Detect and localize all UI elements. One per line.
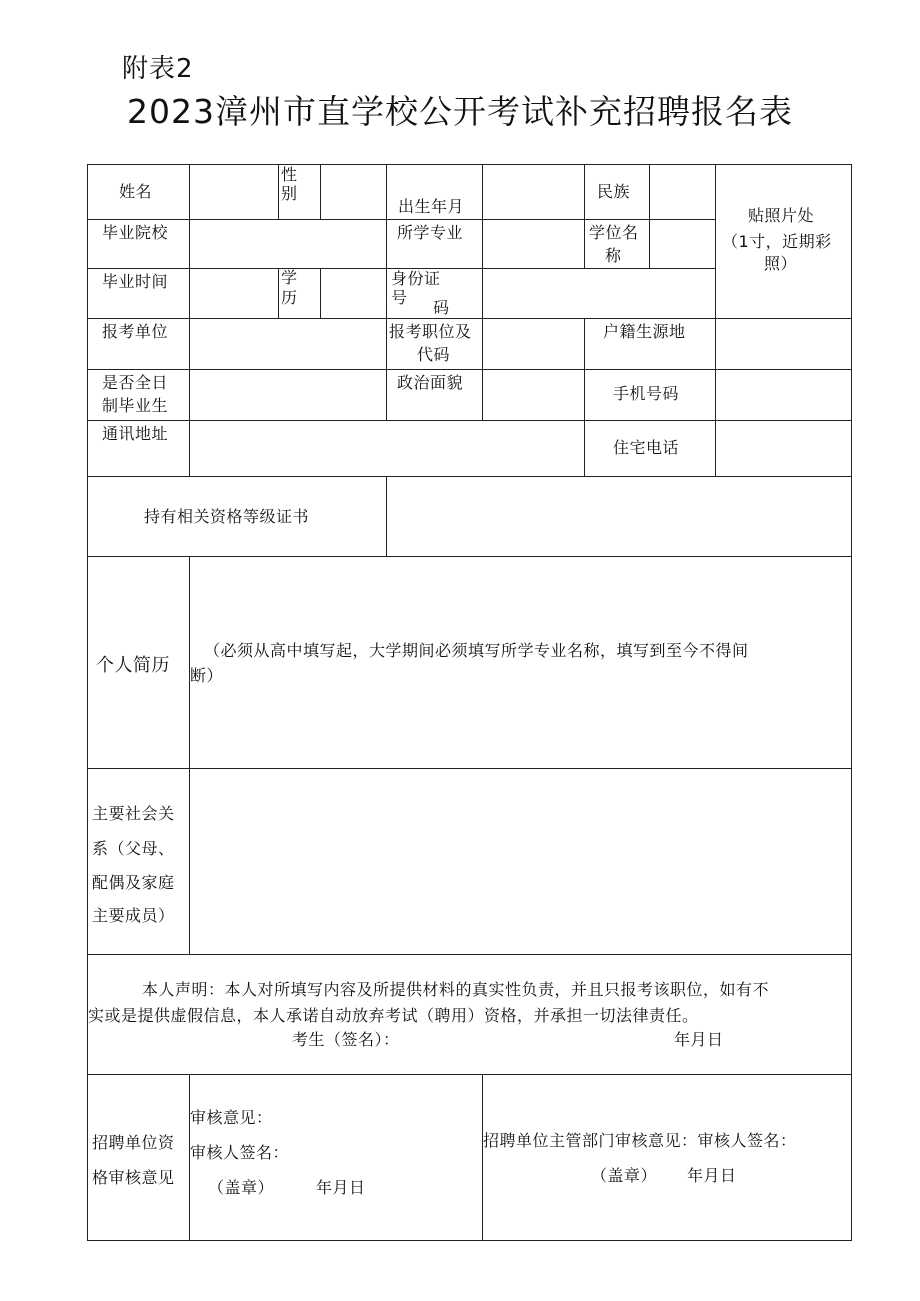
ethnicity-value-cell[interactable] bbox=[649, 164, 716, 220]
name-label-cell bbox=[87, 164, 190, 220]
authority-review-date: 年月日 bbox=[687, 1166, 737, 1185]
grad-time-label: 毕业时间 bbox=[102, 272, 169, 291]
mobile-label-cell bbox=[584, 369, 716, 421]
education-value-cell[interactable] bbox=[320, 268, 387, 319]
photo-label: 贴照片处 bbox=[748, 206, 815, 225]
name-value-cell[interactable] bbox=[189, 164, 279, 220]
home-phone-value-cell[interactable] bbox=[715, 420, 852, 477]
school-label: 毕业院校 bbox=[102, 223, 169, 242]
name-label: 姓名 bbox=[119, 182, 153, 201]
ethnicity-label: 民族 bbox=[597, 182, 631, 201]
relations-value-cell[interactable] bbox=[189, 768, 852, 955]
hukou-value-cell[interactable] bbox=[715, 318, 852, 370]
resume-hint-line1: （必须从高中填写起，大学期间必须填写所学专业名称，填写到至今不得间 bbox=[204, 641, 749, 660]
review-label-line2: 格审核意见 bbox=[92, 1168, 175, 1187]
degree-label-cell bbox=[584, 219, 650, 269]
degree-label-line1: 学位名 bbox=[589, 223, 639, 242]
review-label-cell bbox=[87, 1074, 190, 1241]
degree-value-cell[interactable] bbox=[649, 219, 716, 269]
position-label-line2: 代码 bbox=[417, 345, 451, 364]
relations-label-line2: 系（父母、 bbox=[92, 839, 175, 858]
political-label: 政治面貌 bbox=[397, 373, 464, 392]
resume-value-cell[interactable] bbox=[189, 556, 852, 769]
declaration-line2: 实或是提供虚假信息，本人承诺自动放弃考试（聘用）资格，并承担一切法律责任。 bbox=[88, 1006, 699, 1025]
apply-unit-label-cell bbox=[87, 318, 190, 370]
gender-value-cell[interactable] bbox=[320, 164, 387, 220]
position-label-cell bbox=[386, 318, 483, 370]
position-value-cell[interactable] bbox=[482, 318, 585, 370]
id-label-line3: 码 bbox=[433, 298, 450, 317]
hukou-label: 户籍生源地 bbox=[603, 322, 686, 341]
fulltime-label-cell bbox=[87, 369, 190, 421]
unit-review-seal: （盖章） bbox=[208, 1178, 275, 1197]
address-label: 通讯地址 bbox=[102, 424, 169, 443]
relations-label-line3: 配偶及家庭 bbox=[92, 873, 175, 892]
home-phone-label-cell bbox=[584, 420, 716, 477]
hukou-label-cell bbox=[584, 318, 716, 370]
form-title: 2023漳州市直学校公开考试补充招聘报名表 bbox=[127, 92, 793, 131]
political-value-cell[interactable] bbox=[482, 369, 585, 421]
id-value-cell[interactable] bbox=[482, 268, 716, 319]
annex-label: 附表2 bbox=[122, 54, 194, 84]
ethnicity-label-cell bbox=[584, 164, 650, 220]
education-label-cell bbox=[278, 268, 321, 319]
gender-label-cell bbox=[278, 164, 321, 220]
photo-cell[interactable] bbox=[715, 164, 852, 319]
apply-unit-value-cell[interactable] bbox=[189, 318, 387, 370]
birth-label-cell bbox=[386, 164, 483, 220]
degree-label-line2: 称 bbox=[605, 246, 622, 265]
address-value-cell[interactable] bbox=[189, 420, 585, 477]
fulltime-label-line2: 制毕业生 bbox=[102, 396, 169, 415]
unit-review-date: 年月日 bbox=[316, 1178, 366, 1197]
grad-time-label-cell bbox=[87, 268, 190, 319]
home-phone-label: 住宅电话 bbox=[613, 438, 680, 457]
relations-label-line4: 主要成员） bbox=[92, 906, 175, 925]
fulltime-value-cell[interactable] bbox=[189, 369, 387, 421]
resume-hint-line2: 断） bbox=[190, 666, 224, 685]
unit-review-opinion: 审核意见： bbox=[190, 1108, 273, 1127]
major-value-cell[interactable] bbox=[482, 219, 585, 269]
major-label-cell bbox=[386, 219, 483, 269]
major-label: 所学专业 bbox=[397, 223, 464, 242]
address-label-cell bbox=[87, 420, 190, 477]
grad-time-value-cell[interactable] bbox=[189, 268, 279, 319]
authority-review-cell[interactable] bbox=[482, 1074, 852, 1241]
authority-review-text: 招聘单位主管部门审核意见：审核人签名： bbox=[483, 1131, 797, 1150]
school-value-cell[interactable] bbox=[189, 219, 387, 269]
declaration-line1: 本人声明：本人对所填写内容及所提供材料的真实性负责，并且只报考该职位，如有不 bbox=[142, 980, 770, 999]
school-label-cell bbox=[87, 219, 190, 269]
position-label-line1: 报考职位及 bbox=[389, 322, 472, 341]
education-label: 学历 bbox=[281, 268, 298, 307]
declaration-cell bbox=[87, 954, 852, 1075]
resume-label: 个人简历 bbox=[96, 655, 170, 676]
birth-value-cell[interactable] bbox=[482, 164, 585, 220]
unit-review-cell[interactable] bbox=[189, 1074, 483, 1241]
political-label-cell bbox=[386, 369, 483, 421]
certificate-label: 持有相关资格等级证书 bbox=[144, 507, 310, 526]
mobile-value-cell[interactable] bbox=[715, 369, 852, 421]
id-label-line2: 号 bbox=[391, 288, 408, 307]
apply-unit-label: 报考单位 bbox=[102, 322, 169, 341]
unit-reviewer-signature: 审核人签名： bbox=[190, 1143, 290, 1162]
photo-color-note: 照） bbox=[764, 254, 798, 273]
id-label-cell bbox=[386, 268, 483, 319]
certificate-value-cell[interactable] bbox=[386, 476, 852, 557]
birth-label: 出生年月 bbox=[398, 197, 465, 216]
resume-label-cell bbox=[87, 556, 190, 769]
id-label-line1: 身份证 bbox=[391, 269, 441, 288]
declaration-signature[interactable]: 考生（签名）： bbox=[292, 1030, 400, 1049]
certificate-label-cell bbox=[87, 476, 387, 557]
mobile-label: 手机号码 bbox=[613, 384, 680, 403]
relations-label-line1: 主要社会关 bbox=[92, 804, 175, 823]
relations-label-cell bbox=[87, 768, 190, 955]
fulltime-label-line1: 是否全日 bbox=[102, 373, 169, 392]
declaration-date[interactable]: 年月日 bbox=[674, 1030, 724, 1049]
photo-size-note: （1寸，近期彩 bbox=[722, 232, 832, 251]
review-label-line1: 招聘单位资 bbox=[92, 1133, 175, 1152]
authority-review-seal: （盖章） bbox=[591, 1166, 658, 1185]
gender-label: 性别 bbox=[281, 165, 298, 203]
